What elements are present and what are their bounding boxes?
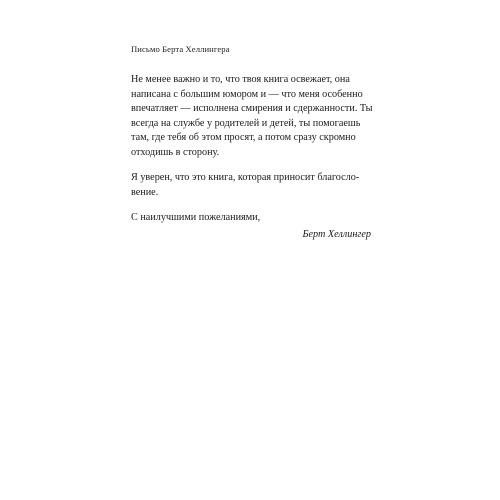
signature: Берт Хеллингер bbox=[302, 229, 371, 241]
text-line: Я уверен, что это книга, которая приносит благосло- bbox=[131, 172, 360, 184]
text-line: отходишь в сторону. bbox=[131, 146, 220, 158]
text-line: там, где тебя об этом просят, а потом сразу скромно bbox=[131, 132, 356, 144]
running-header: Письмо Берта Хеллингера bbox=[131, 44, 230, 54]
closing-text: С наилучшими пожеланиями, bbox=[131, 211, 261, 223]
text-line: Не менее важно и то, что твоя книга освежает, она bbox=[131, 74, 350, 85]
paragraph-1 bbox=[131, 73, 371, 161]
closing-line bbox=[131, 211, 371, 226]
text-line: всегда на службе у родителей и детей, ты помогаешь bbox=[131, 117, 361, 129]
letter-body bbox=[131, 73, 371, 243]
paragraph-2 bbox=[131, 171, 371, 200]
text-line: написана с большим юмором и — что меня особенно bbox=[131, 88, 363, 100]
text-line: впечатляет — исполнена смирения и сдержанности. Ты bbox=[131, 103, 373, 115]
text-line: вение. bbox=[131, 186, 159, 198]
